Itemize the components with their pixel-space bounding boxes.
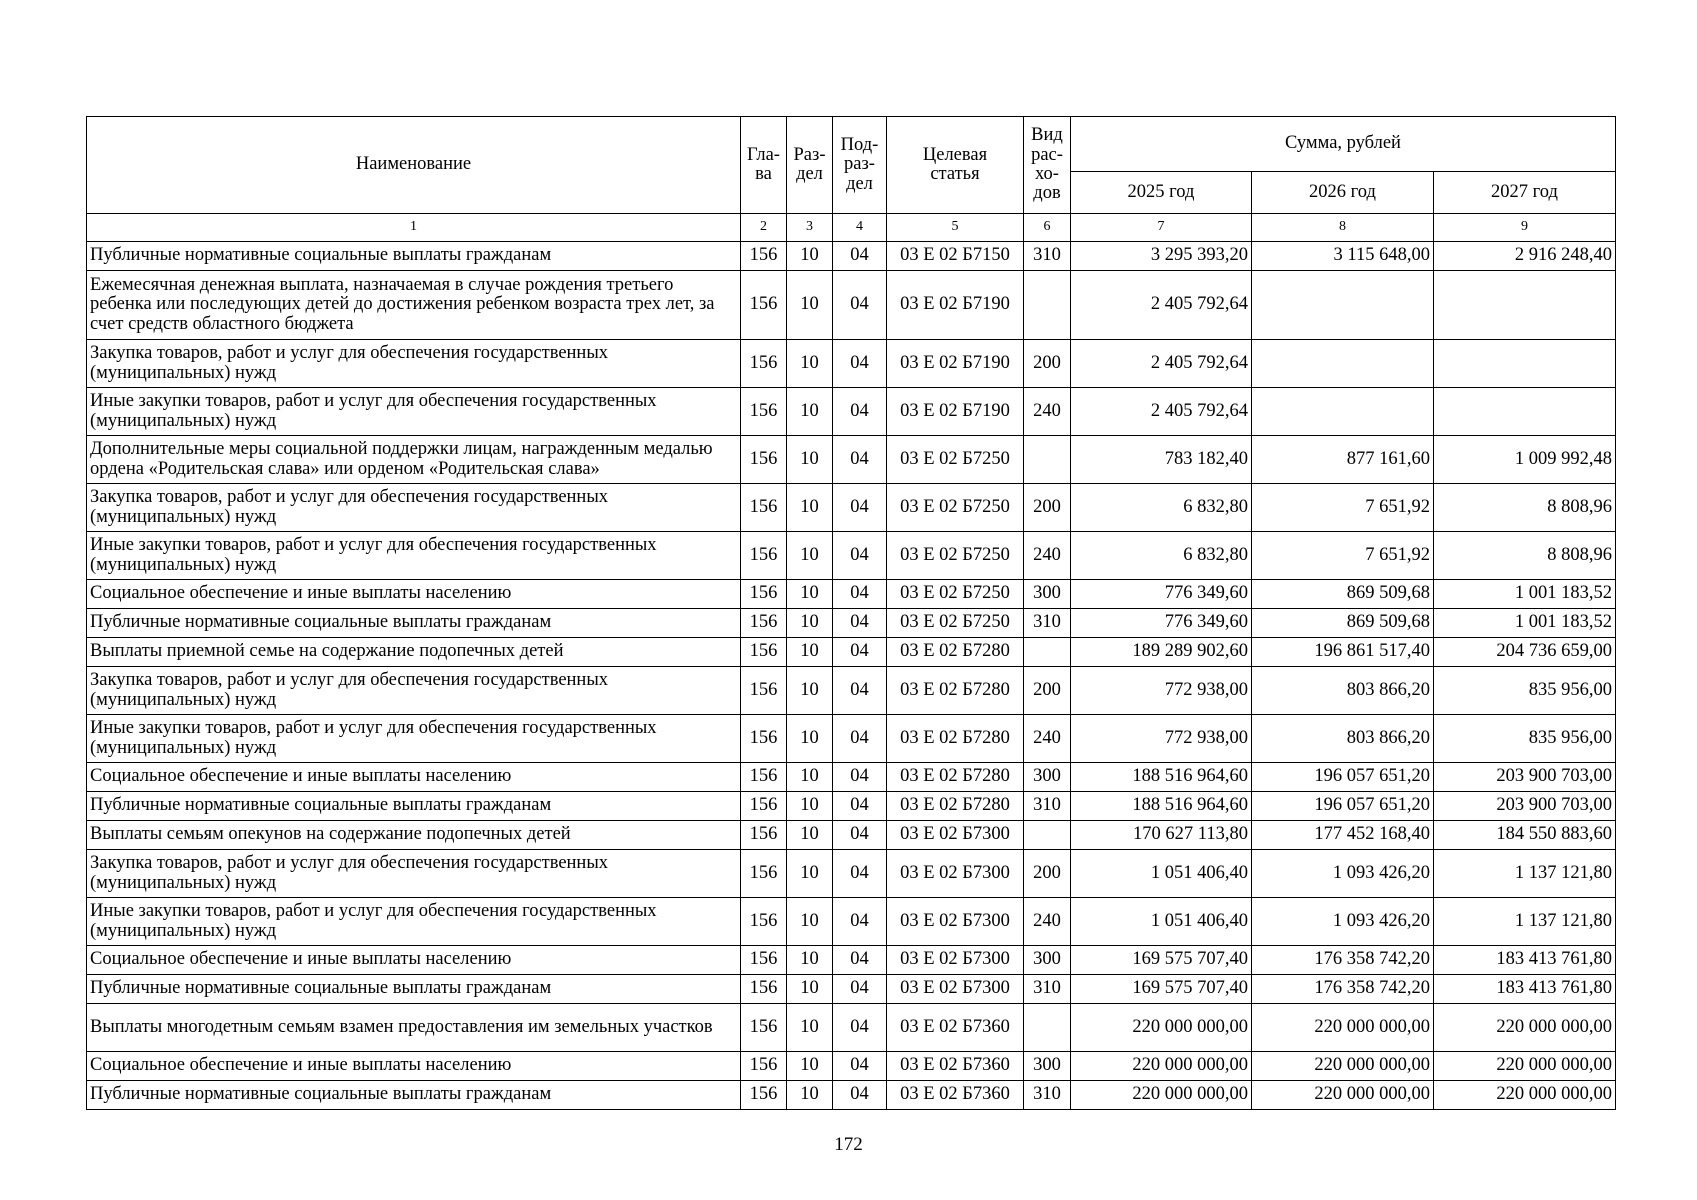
- row-podrazdel: 04: [833, 388, 887, 436]
- row-vid-raskhodov: 310: [1024, 792, 1071, 821]
- row-name: Публичные нормативные социальные выплаты гражданам: [87, 1081, 741, 1110]
- table-row: [87, 763, 1616, 792]
- row-amount-2027: 220 000 000,00: [1434, 1004, 1616, 1052]
- row-celevaya-statya: 03 Е 02 Б7150: [887, 242, 1024, 271]
- header-razdel: Раз- дел: [787, 117, 833, 214]
- row-amount-2027: 220 000 000,00: [1434, 1052, 1616, 1081]
- column-number: 9: [1434, 214, 1616, 242]
- row-glava: 156: [741, 580, 787, 609]
- row-name: Закупка товаров, работ и услуг для обеспечения государственных (муниципальных) нужд: [87, 484, 741, 532]
- row-vid-raskhodov: 240: [1024, 898, 1071, 946]
- table-row: [87, 242, 1616, 271]
- row-amount-2027: 184 550 883,60: [1434, 821, 1616, 850]
- row-amount-2027: 835 956,00: [1434, 715, 1616, 763]
- row-glava: 156: [741, 975, 787, 1004]
- row-celevaya-statya: 03 Е 02 Б7190: [887, 271, 1024, 340]
- row-name: Иные закупки товаров, работ и услуг для обеспечения государственных (муниципальных) нужд: [87, 898, 741, 946]
- row-amount-2026: 176 358 742,20: [1252, 975, 1434, 1004]
- row-amount-2025: 6 832,80: [1071, 532, 1252, 580]
- header-year-2025: 2025 год: [1071, 172, 1252, 214]
- header-summa: Сумма, рублей: [1071, 117, 1616, 172]
- table-row: [87, 532, 1616, 580]
- table-row: [87, 898, 1616, 946]
- row-amount-2026: 877 161,60: [1252, 436, 1434, 484]
- header-glava: Гла- ва: [741, 117, 787, 214]
- row-amount-2026: [1252, 388, 1434, 436]
- row-vid-raskhodov: [1024, 638, 1071, 667]
- table-row: [87, 667, 1616, 715]
- row-amount-2025: 189 289 902,60: [1071, 638, 1252, 667]
- row-amount-2025: 188 516 964,60: [1071, 763, 1252, 792]
- row-name: Публичные нормативные социальные выплаты гражданам: [87, 242, 741, 271]
- row-razdel: 10: [787, 821, 833, 850]
- row-celevaya-statya: 03 Е 02 Б7280: [887, 667, 1024, 715]
- row-celevaya-statya: 03 Е 02 Б7250: [887, 484, 1024, 532]
- row-razdel: 10: [787, 715, 833, 763]
- row-vid-raskhodov: 300: [1024, 946, 1071, 975]
- row-amount-2026: [1252, 271, 1434, 340]
- row-razdel: 10: [787, 242, 833, 271]
- row-razdel: 10: [787, 792, 833, 821]
- row-podrazdel: 04: [833, 792, 887, 821]
- row-amount-2025: 169 575 707,40: [1071, 946, 1252, 975]
- row-celevaya-statya: 03 Е 02 Б7280: [887, 792, 1024, 821]
- row-vid-raskhodov: [1024, 1004, 1071, 1052]
- row-vid-raskhodov: 240: [1024, 532, 1071, 580]
- row-amount-2027: 203 900 703,00: [1434, 792, 1616, 821]
- row-amount-2027: 1 001 183,52: [1434, 609, 1616, 638]
- row-celevaya-statya: 03 Е 02 Б7360: [887, 1081, 1024, 1110]
- row-vid-raskhodov: [1024, 271, 1071, 340]
- column-number: 5: [887, 214, 1024, 242]
- row-amount-2026: 196 057 651,20: [1252, 792, 1434, 821]
- row-amount-2027: 1 001 183,52: [1434, 580, 1616, 609]
- row-razdel: 10: [787, 340, 833, 388]
- row-podrazdel: 04: [833, 436, 887, 484]
- row-celevaya-statya: 03 Е 02 Б7280: [887, 715, 1024, 763]
- table-row: [87, 821, 1616, 850]
- row-name: Публичные нормативные социальные выплаты гражданам: [87, 792, 741, 821]
- row-amount-2027: 1 137 121,80: [1434, 898, 1616, 946]
- row-podrazdel: 04: [833, 580, 887, 609]
- row-razdel: 10: [787, 388, 833, 436]
- row-amount-2027: 220 000 000,00: [1434, 1081, 1616, 1110]
- row-podrazdel: 04: [833, 1081, 887, 1110]
- row-amount-2027: 1 009 992,48: [1434, 436, 1616, 484]
- row-amount-2025: 169 575 707,40: [1071, 975, 1252, 1004]
- row-name: Закупка товаров, работ и услуг для обеспечения государственных (муниципальных) нужд: [87, 850, 741, 898]
- row-amount-2027: [1434, 271, 1616, 340]
- row-amount-2025: 776 349,60: [1071, 580, 1252, 609]
- row-amount-2027: 8 808,96: [1434, 484, 1616, 532]
- row-amount-2026: 869 509,68: [1252, 609, 1434, 638]
- table-row: [87, 436, 1616, 484]
- row-name: Дополнительные меры социальной поддержки лицам, награжденным медалью ордена «Родительская слава» или орденом «Родительская слава»: [87, 436, 741, 484]
- table-row: [87, 609, 1616, 638]
- row-glava: 156: [741, 946, 787, 975]
- row-name: Публичные нормативные социальные выплаты гражданам: [87, 975, 741, 1004]
- row-glava: 156: [741, 340, 787, 388]
- row-podrazdel: 04: [833, 975, 887, 1004]
- row-razdel: 10: [787, 850, 833, 898]
- row-vid-raskhodov: 300: [1024, 763, 1071, 792]
- table-row: [87, 484, 1616, 532]
- table-row: [87, 1081, 1616, 1110]
- row-podrazdel: 04: [833, 821, 887, 850]
- column-number: 3: [787, 214, 833, 242]
- row-celevaya-statya: 03 Е 02 Б7280: [887, 638, 1024, 667]
- table-row: [87, 850, 1616, 898]
- row-glava: 156: [741, 715, 787, 763]
- row-vid-raskhodov: 200: [1024, 484, 1071, 532]
- row-celevaya-statya: 03 Е 02 Б7300: [887, 898, 1024, 946]
- row-name: Выплаты многодетным семьям взамен предоставления им земельных участков: [87, 1004, 741, 1052]
- row-vid-raskhodov: [1024, 821, 1071, 850]
- row-celevaya-statya: 03 Е 02 Б7190: [887, 388, 1024, 436]
- row-amount-2025: 3 295 393,20: [1071, 242, 1252, 271]
- header-celevaya: Целевая статья: [887, 117, 1024, 214]
- row-vid-raskhodov: 200: [1024, 340, 1071, 388]
- row-razdel: 10: [787, 580, 833, 609]
- column-number: 7: [1071, 214, 1252, 242]
- row-amount-2027: 183 413 761,80: [1434, 975, 1616, 1004]
- row-amount-2025: 188 516 964,60: [1071, 792, 1252, 821]
- row-amount-2025: 1 051 406,40: [1071, 850, 1252, 898]
- row-vid-raskhodov: 310: [1024, 242, 1071, 271]
- row-razdel: 10: [787, 898, 833, 946]
- row-amount-2025: 2 405 792,64: [1071, 340, 1252, 388]
- row-amount-2026: 803 866,20: [1252, 715, 1434, 763]
- row-amount-2026: 1 093 426,20: [1252, 898, 1434, 946]
- row-celevaya-statya: 03 Е 02 Б7190: [887, 340, 1024, 388]
- row-glava: 156: [741, 821, 787, 850]
- row-vid-raskhodov: 200: [1024, 850, 1071, 898]
- row-podrazdel: 04: [833, 1004, 887, 1052]
- row-vid-raskhodov: 240: [1024, 388, 1071, 436]
- row-amount-2026: 196 057 651,20: [1252, 763, 1434, 792]
- row-amount-2026: 7 651,92: [1252, 532, 1434, 580]
- column-number: 4: [833, 214, 887, 242]
- row-name: Иные закупки товаров, работ и услуг для обеспечения государственных (муниципальных) нужд: [87, 532, 741, 580]
- row-amount-2026: 196 861 517,40: [1252, 638, 1434, 667]
- row-amount-2026: 7 651,92: [1252, 484, 1434, 532]
- row-glava: 156: [741, 850, 787, 898]
- row-amount-2025: 1 051 406,40: [1071, 898, 1252, 946]
- row-vid-raskhodov: 240: [1024, 715, 1071, 763]
- row-celevaya-statya: 03 Е 02 Б7280: [887, 763, 1024, 792]
- row-glava: 156: [741, 532, 787, 580]
- row-amount-2027: 204 736 659,00: [1434, 638, 1616, 667]
- row-vid-raskhodov: 200: [1024, 667, 1071, 715]
- row-amount-2027: 835 956,00: [1434, 667, 1616, 715]
- row-podrazdel: 04: [833, 715, 887, 763]
- table-row: [87, 946, 1616, 975]
- row-podrazdel: 04: [833, 763, 887, 792]
- row-amount-2025: 2 405 792,64: [1071, 388, 1252, 436]
- row-amount-2027: 183 413 761,80: [1434, 946, 1616, 975]
- table-row: [87, 388, 1616, 436]
- row-amount-2026: 1 093 426,20: [1252, 850, 1434, 898]
- header-name: Наименование: [87, 117, 741, 214]
- row-amount-2026: 3 115 648,00: [1252, 242, 1434, 271]
- row-name: Социальное обеспечение и иные выплаты населению: [87, 1052, 741, 1081]
- row-amount-2025: 6 832,80: [1071, 484, 1252, 532]
- row-glava: 156: [741, 484, 787, 532]
- row-vid-raskhodov: 310: [1024, 975, 1071, 1004]
- row-name: Выплаты приемной семье на содержание подопечных детей: [87, 638, 741, 667]
- row-razdel: 10: [787, 532, 833, 580]
- row-amount-2027: 2 916 248,40: [1434, 242, 1616, 271]
- row-podrazdel: 04: [833, 484, 887, 532]
- row-amount-2025: 2 405 792,64: [1071, 271, 1252, 340]
- row-glava: 156: [741, 898, 787, 946]
- row-amount-2025: 220 000 000,00: [1071, 1004, 1252, 1052]
- column-number: 6: [1024, 214, 1071, 242]
- row-name: Социальное обеспечение и иные выплаты населению: [87, 763, 741, 792]
- row-glava: 156: [741, 667, 787, 715]
- row-razdel: 10: [787, 975, 833, 1004]
- budget-table: [86, 116, 1616, 1110]
- row-amount-2025: 772 938,00: [1071, 667, 1252, 715]
- row-razdel: 10: [787, 609, 833, 638]
- row-name: Иные закупки товаров, работ и услуг для обеспечения государственных (муниципальных) нужд: [87, 715, 741, 763]
- table-row: [87, 1052, 1616, 1081]
- row-podrazdel: 04: [833, 898, 887, 946]
- row-razdel: 10: [787, 667, 833, 715]
- column-number-row: [87, 214, 1616, 242]
- row-podrazdel: 04: [833, 638, 887, 667]
- row-amount-2027: 1 137 121,80: [1434, 850, 1616, 898]
- row-razdel: 10: [787, 1081, 833, 1110]
- table-row: [87, 715, 1616, 763]
- table-row: [87, 340, 1616, 388]
- table-row: [87, 271, 1616, 340]
- row-celevaya-statya: 03 Е 02 Б7300: [887, 975, 1024, 1004]
- row-razdel: 10: [787, 763, 833, 792]
- row-razdel: 10: [787, 1004, 833, 1052]
- row-amount-2026: [1252, 340, 1434, 388]
- row-glava: 156: [741, 1081, 787, 1110]
- page-number: 172: [834, 1134, 863, 1155]
- row-glava: 156: [741, 388, 787, 436]
- row-amount-2025: 220 000 000,00: [1071, 1081, 1252, 1110]
- row-razdel: 10: [787, 484, 833, 532]
- row-celevaya-statya: 03 Е 02 Б7250: [887, 609, 1024, 638]
- row-razdel: 10: [787, 436, 833, 484]
- row-amount-2026: 176 358 742,20: [1252, 946, 1434, 975]
- header-vid: Вид рас- хо- дов: [1024, 117, 1071, 214]
- table-row: [87, 792, 1616, 821]
- row-podrazdel: 04: [833, 946, 887, 975]
- row-podrazdel: 04: [833, 609, 887, 638]
- table-row: [87, 1004, 1616, 1052]
- row-amount-2026: 220 000 000,00: [1252, 1081, 1434, 1110]
- row-celevaya-statya: 03 Е 02 Б7360: [887, 1004, 1024, 1052]
- row-razdel: 10: [787, 946, 833, 975]
- table-row: [87, 975, 1616, 1004]
- table-row: [87, 638, 1616, 667]
- header-year-2026: 2026 год: [1252, 172, 1434, 214]
- column-number: 8: [1252, 214, 1434, 242]
- row-name: Социальное обеспечение и иные выплаты населению: [87, 946, 741, 975]
- row-amount-2027: 203 900 703,00: [1434, 763, 1616, 792]
- row-amount-2025: 170 627 113,80: [1071, 821, 1252, 850]
- row-glava: 156: [741, 609, 787, 638]
- row-name: Закупка товаров, работ и услуг для обеспечения государственных (муниципальных) нужд: [87, 667, 741, 715]
- row-amount-2026: 220 000 000,00: [1252, 1004, 1434, 1052]
- row-celevaya-statya: 03 Е 02 Б7250: [887, 436, 1024, 484]
- row-podrazdel: 04: [833, 532, 887, 580]
- row-vid-raskhodov: 300: [1024, 580, 1071, 609]
- row-podrazdel: 04: [833, 850, 887, 898]
- row-amount-2025: 772 938,00: [1071, 715, 1252, 763]
- row-name: Социальное обеспечение и иные выплаты населению: [87, 580, 741, 609]
- table-body: [87, 242, 1616, 1110]
- row-amount-2027: [1434, 388, 1616, 436]
- table-row: [87, 580, 1616, 609]
- row-name: Иные закупки товаров, работ и услуг для обеспечения государственных (муниципальных) нужд: [87, 388, 741, 436]
- row-amount-2027: [1434, 340, 1616, 388]
- row-glava: 156: [741, 271, 787, 340]
- row-name: Публичные нормативные социальные выплаты гражданам: [87, 609, 741, 638]
- row-celevaya-statya: 03 Е 02 Б7300: [887, 850, 1024, 898]
- row-celevaya-statya: 03 Е 02 Б7300: [887, 821, 1024, 850]
- row-podrazdel: 04: [833, 1052, 887, 1081]
- row-amount-2026: 220 000 000,00: [1252, 1052, 1434, 1081]
- row-glava: 156: [741, 792, 787, 821]
- row-amount-2026: 869 509,68: [1252, 580, 1434, 609]
- row-celevaya-statya: 03 Е 02 Б7300: [887, 946, 1024, 975]
- row-amount-2027: 8 808,96: [1434, 532, 1616, 580]
- row-podrazdel: 04: [833, 340, 887, 388]
- row-glava: 156: [741, 436, 787, 484]
- row-vid-raskhodov: 310: [1024, 1081, 1071, 1110]
- row-vid-raskhodov: 310: [1024, 609, 1071, 638]
- row-glava: 156: [741, 1004, 787, 1052]
- row-podrazdel: 04: [833, 667, 887, 715]
- row-razdel: 10: [787, 1052, 833, 1081]
- row-name: Ежемесячная денежная выплата, назначаемая в случае рождения третьего ребенка или последующих детей до достижения ребенком возраста трех лет, за счет средств областного бюджета: [87, 271, 741, 340]
- row-razdel: 10: [787, 271, 833, 340]
- row-amount-2025: 776 349,60: [1071, 609, 1252, 638]
- column-number: 2: [741, 214, 787, 242]
- column-number: 1: [87, 214, 741, 242]
- row-vid-raskhodov: [1024, 436, 1071, 484]
- row-name: Закупка товаров, работ и услуг для обеспечения государственных (муниципальных) нужд: [87, 340, 741, 388]
- row-amount-2026: 803 866,20: [1252, 667, 1434, 715]
- row-glava: 156: [741, 242, 787, 271]
- row-amount-2025: 220 000 000,00: [1071, 1052, 1252, 1081]
- row-glava: 156: [741, 763, 787, 792]
- row-amount-2025: 783 182,40: [1071, 436, 1252, 484]
- row-podrazdel: 04: [833, 271, 887, 340]
- row-podrazdel: 04: [833, 242, 887, 271]
- row-amount-2026: 177 452 168,40: [1252, 821, 1434, 850]
- row-glava: 156: [741, 1052, 787, 1081]
- header-year-2027: 2027 год: [1434, 172, 1616, 214]
- header-podrazdel: Под- раз- дел: [833, 117, 887, 214]
- row-celevaya-statya: 03 Е 02 Б7250: [887, 532, 1024, 580]
- row-name: Выплаты семьям опекунов на содержание подопечных детей: [87, 821, 741, 850]
- row-celevaya-statya: 03 Е 02 Б7250: [887, 580, 1024, 609]
- row-celevaya-statya: 03 Е 02 Б7360: [887, 1052, 1024, 1081]
- row-vid-raskhodov: 300: [1024, 1052, 1071, 1081]
- row-glava: 156: [741, 638, 787, 667]
- row-razdel: 10: [787, 638, 833, 667]
